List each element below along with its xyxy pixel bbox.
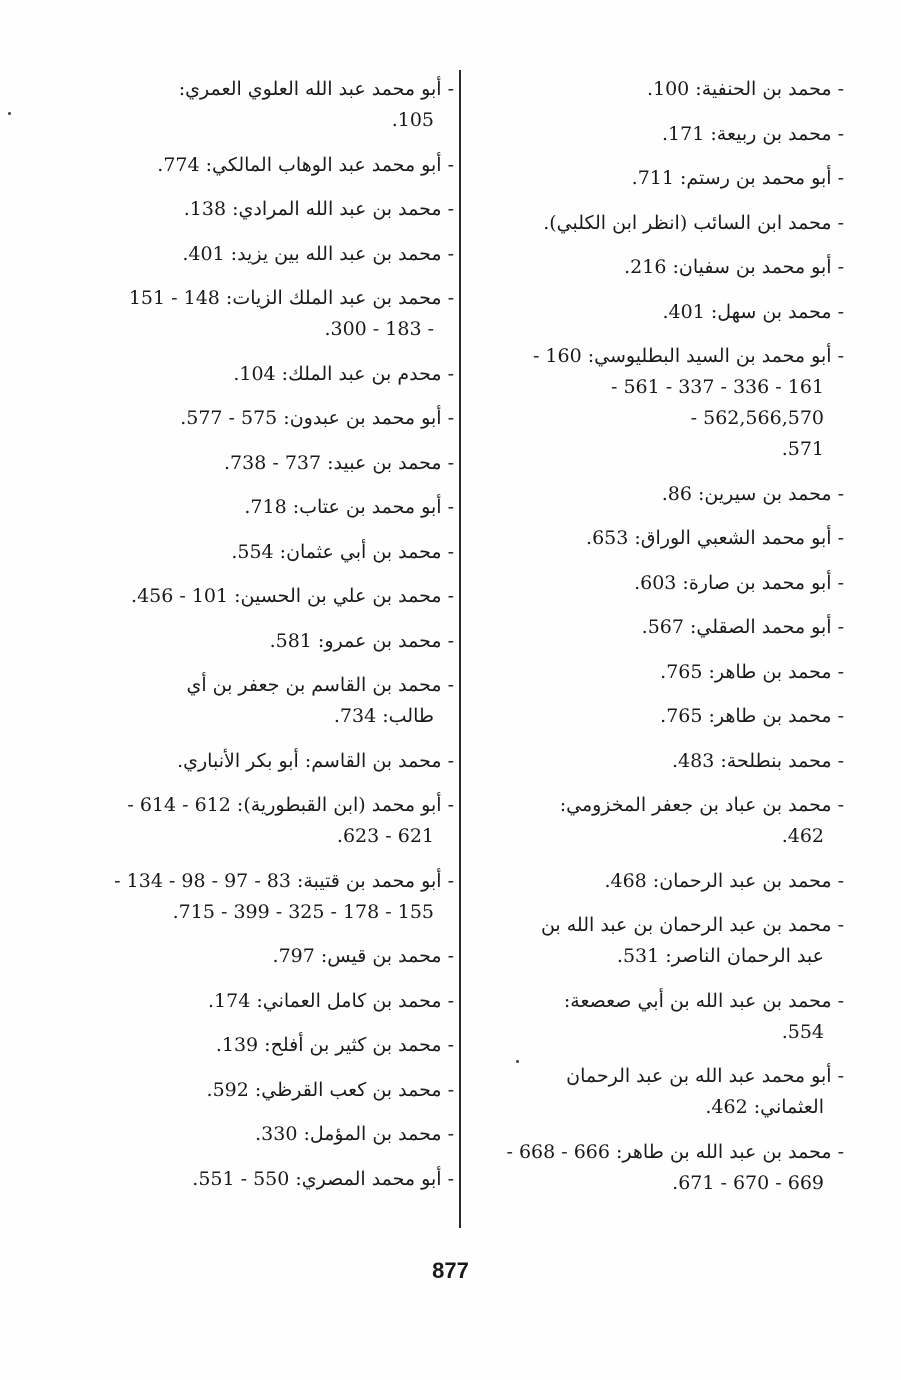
index-entry [96, 239, 454, 270]
index-entry [498, 74, 844, 105]
column-divider [459, 70, 461, 1228]
entry-line: - محمد بن عبد الرحمان بن عبد الله بن [540, 914, 844, 936]
index-entry [498, 790, 844, 852]
index-entry [498, 746, 844, 777]
index-entry [498, 163, 844, 194]
index-entry [498, 252, 844, 283]
scan-speck [516, 1060, 519, 1063]
entry-line: - محمد بن عمرو: 581. [269, 629, 454, 652]
scan-speck [8, 112, 11, 115]
entry-line: - محمد بن عبد الرحمان: 468. [604, 869, 844, 892]
entry-line: - محمد بن عبد الملك الزيات: 148 - 151 [128, 287, 454, 309]
entry-continuation: 155 - 178 - 325 - 399 - 715. [172, 900, 434, 923]
index-entry [96, 670, 454, 732]
index-entry [498, 479, 844, 510]
entry-line: - أبو محمد بن قتيبة: 83 - 97 - 98 - 134 - [114, 869, 454, 892]
index-column-left [96, 74, 454, 1208]
entry-line: - محمد بنطلحة: 483. [671, 749, 844, 772]
entry-line: - محمد بن سيرين: 86. [661, 482, 844, 505]
entry-continuation: 669 - 670 - 671. [672, 1171, 824, 1194]
index-entry [96, 941, 454, 972]
index-entry [96, 1030, 454, 1061]
index-entry [498, 1137, 844, 1199]
index-entry [498, 1061, 844, 1123]
index-entry [498, 523, 844, 554]
entry-line: - أبو محمد بن عبدون: 575 - 577. [180, 407, 454, 429]
entry-continuation: العثماني: 462. [705, 1096, 824, 1118]
index-entry [96, 492, 454, 523]
entry-continuation: 161 - 336 - 337 - 561 - 562,566,570 - [610, 376, 824, 429]
index-entry [96, 537, 454, 568]
index-entry [498, 341, 844, 465]
index-entry [96, 1164, 454, 1195]
entry-line: - أبو محمد بن السيد البطليوسي: 160 - [532, 345, 844, 367]
entry-continuation: 621 - 623. [336, 825, 434, 847]
entry-continuation: 554. [781, 1020, 824, 1043]
entry-continuation: عبد الرحمان الناصر: 531. [616, 945, 824, 967]
entry-continuation: 105. [391, 109, 434, 131]
entry-line: - محمد بن كامل العماني: 174. [207, 989, 454, 1012]
entry-line: - محمد بن عبد الله بن طاهر: 666 - 668 - [506, 1140, 844, 1163]
entry-line: - أبو محمد عبد الله العلوي العمري: [178, 78, 454, 100]
entry-line: - محمد بن كعب القرظي: 592. [206, 1078, 454, 1101]
index-entry [96, 1075, 454, 1106]
index-entry [96, 581, 454, 612]
entry-line: - محمد بن القاسم بن جعفر بن أي [186, 674, 454, 696]
entry-continuation: طالب: 734. [333, 705, 434, 727]
entry-line: - محمد ابن السائب (انظر ابن الكلبي). [543, 211, 844, 234]
entry-line: - محمد بن سهل: 401. [662, 300, 844, 323]
entry-line: - محمد بن عباد بن جعفر المخزومي: [559, 794, 844, 816]
index-entry [498, 986, 844, 1048]
entry-line: - أبو محمد المصري: 550 - 551. [192, 1167, 454, 1190]
entry-line: - محمد بن قيس: 797. [272, 945, 454, 967]
index-entry [96, 150, 454, 181]
entry-line: - محمد بن كثير بن أفلح: 139. [215, 1034, 454, 1056]
index-entry [96, 746, 454, 777]
entry-continuation: 571. [781, 438, 824, 460]
index-entry [498, 866, 844, 897]
index-entry [96, 194, 454, 225]
entry-line: - أبو محمد بن سفيان: 216. [624, 256, 844, 278]
entry-line: - أبو محمد الصقلي: 567. [641, 616, 844, 638]
index-entry [498, 119, 844, 150]
entry-line: - محمد بن الحنفية: 100. [646, 78, 844, 100]
index-entry [96, 448, 454, 479]
entry-line: - محمد بن أبي عثمان: 554. [231, 540, 454, 563]
index-column-right [498, 74, 844, 1212]
index-entry [498, 568, 844, 599]
entry-line: - أبو محمد بن عتاب: 718. [244, 496, 454, 518]
index-entry [96, 626, 454, 657]
entry-line: - محمد بن علي بن الحسين: 101 - 456. [131, 585, 454, 607]
entry-line: - أبو محمد الشعبي الوراق: 653. [586, 527, 844, 549]
index-entry [96, 403, 454, 434]
entry-continuation: 462. [781, 825, 824, 847]
entry-line: - محمد بن عبيد: 737 - 738. [224, 451, 454, 474]
index-entry [498, 910, 844, 972]
index-entry [96, 359, 454, 390]
entry-line: - محمد بن طاهر: 765. [660, 660, 844, 683]
index-entry [498, 208, 844, 239]
index-entry [96, 866, 454, 928]
index-entry [96, 1119, 454, 1150]
entry-line: - أبو محمد (ابن القبطورية): 612 - 614 - [127, 794, 454, 816]
entry-line: - محمد بن عبد الله بن أبي صعصعة: [563, 989, 844, 1012]
entry-line: - أبو محمد بن صارة: 603. [634, 571, 844, 594]
index-entry [96, 790, 454, 852]
index-entry [96, 74, 454, 136]
index-entry [96, 283, 454, 345]
entry-line: - محدم بن عبد الملك: 104. [233, 362, 454, 385]
entry-line: - أبو محمد بن رستم: 711. [631, 167, 844, 189]
entry-continuation: - 183 - 300. [324, 318, 434, 340]
entry-line: - محمد بن عبد الله المرادي: 138. [183, 198, 454, 220]
page-number: 877 [432, 1258, 469, 1283]
entry-line: - محمد بن عبد الله بين يزيد: 401. [182, 242, 454, 265]
index-entry [498, 612, 844, 643]
index-entry [96, 986, 454, 1017]
entry-line: - أبو محمد عبد الله بن عبد الرحمان [566, 1065, 844, 1087]
entry-line: - محمد بن ربيعة: 171. [662, 122, 844, 145]
index-entry [498, 297, 844, 328]
entry-line: - محمد بن طاهر: 765. [660, 705, 844, 727]
index-entry [498, 657, 844, 688]
entry-line: - محمد بن القاسم: أبو بكر الأنباري. [177, 749, 454, 772]
entry-line: - أبو محمد عبد الوهاب المالكي: 774. [157, 153, 454, 176]
index-entry [498, 701, 844, 732]
entry-line: - محمد بن المؤمل: 330. [255, 1123, 454, 1145]
